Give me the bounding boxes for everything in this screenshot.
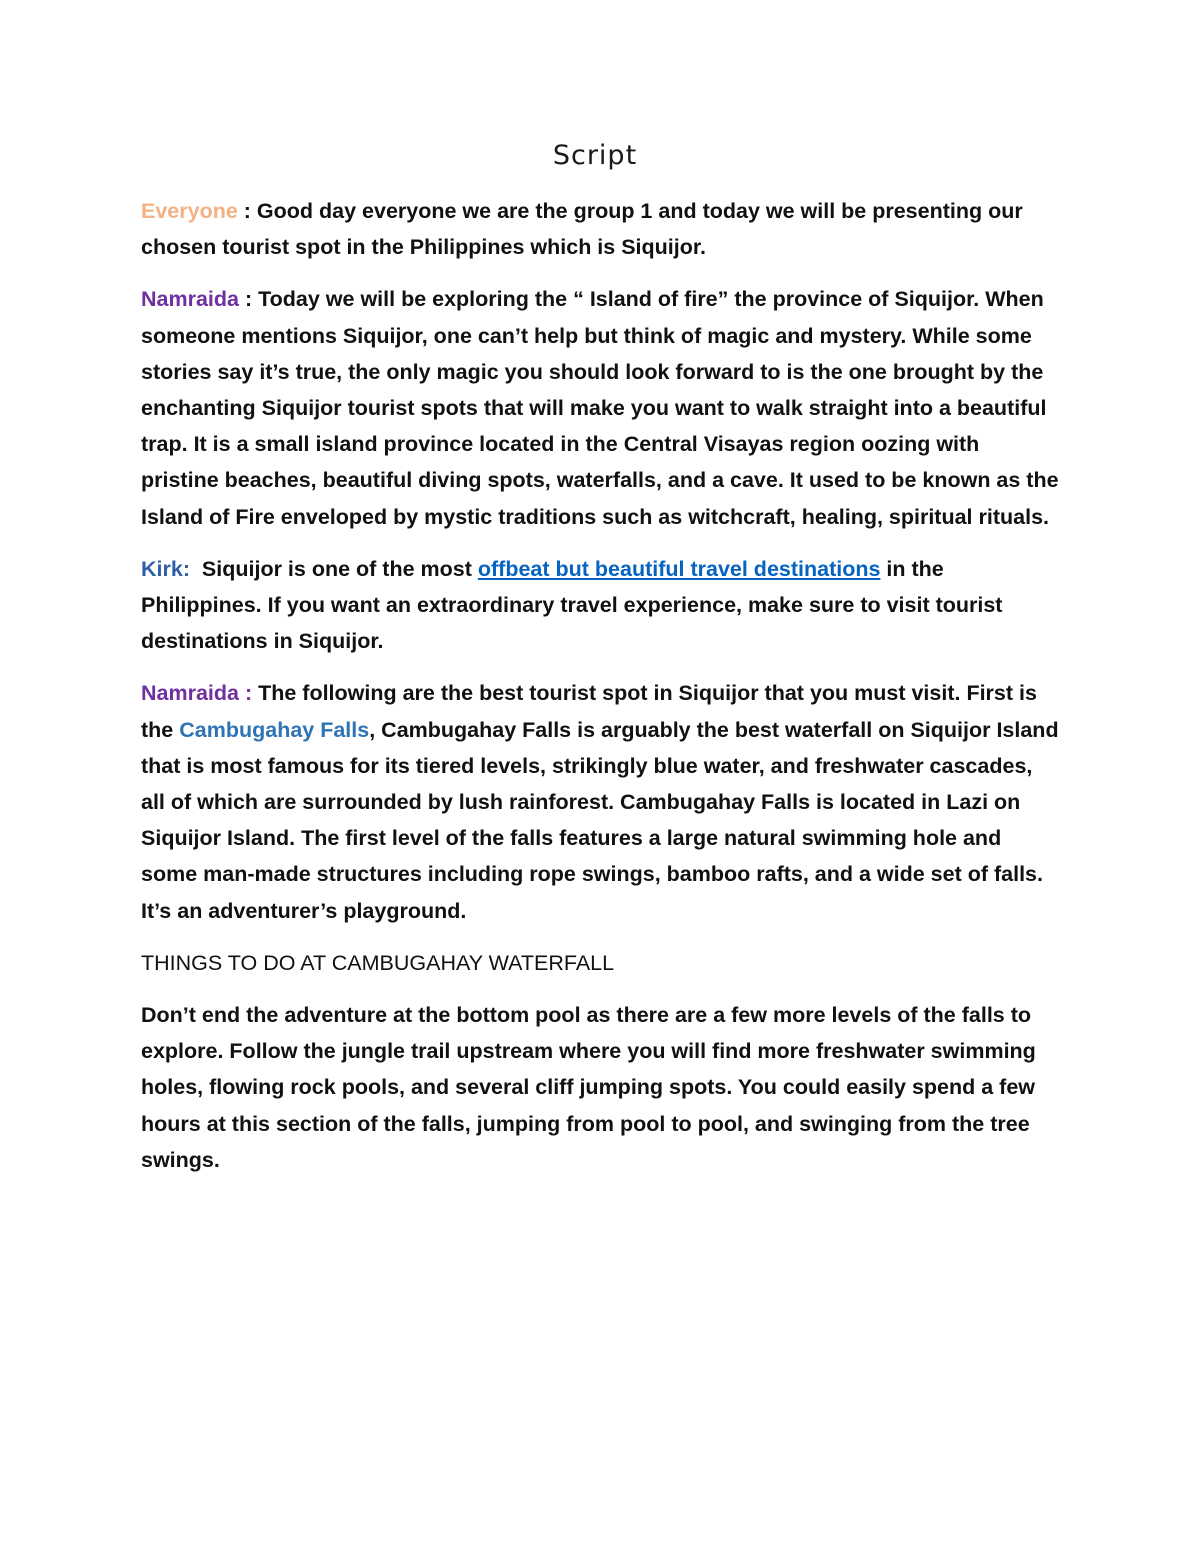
paragraph-text: in the Philippines. If you want an extraordinary travel experience, make sure to visit tourist destinations in Siquijor.: [141, 556, 1003, 654]
speaker-everyone: Everyone: [141, 199, 238, 223]
travel-destinations-link[interactable]: offbeat but beautiful travel destinations: [477, 556, 881, 581]
paragraph-namraida-falls: [141, 675, 1061, 928]
paragraph-text: Today we will be exploring the “ Island of fire” the province of Siquijor. When someone mentions Siquijor, one can’t help but think of magic and mystery. While some stories say it’s true, the only magic you should look forward to is the one brought by the enchanting Siquijor tourist spots that will make you want to walk straight into a beautiful trap. It is a small island province located in the Central Visayas region oozing with pristine beaches, beautiful diving spots, waterfalls, and a cave. It used to be known as the Island of Fire enveloped by mystic traditions such as witchcraft, healing, spiritual rituals.: [141, 287, 1059, 529]
speaker-kirk: Kirk:: [141, 556, 190, 581]
document-body: [141, 193, 1061, 1194]
paragraph-text: Siquijor is one of the most: [189, 556, 478, 581]
speaker-separator: :: [239, 287, 259, 312]
paragraph-kirk: [141, 551, 1061, 660]
paragraph-everyone: [141, 193, 1061, 265]
speaker-namraida: Namraida :: [141, 681, 253, 706]
paragraph-things-to-do: Don’t end the adventure at the bottom pool as there are a few more levels of the falls to explore. Follow the jungle trail upstream where you will find more freshwater swimming holes, flowing rock pools, and several cliff jumping spots. You could easily spend a few hours at this section of the falls, jumping from pool to pool, and swinging from the tree swings.: [141, 1003, 1036, 1172]
paragraph-text: Good day everyone we are the group 1 and today we will be presenting our chosen tourist spot in the Philippines which is Siquijor.: [141, 199, 1023, 260]
speaker-namraida: Namraida: [141, 287, 239, 312]
paragraph-namraida-intro: [141, 281, 1061, 534]
section-heading: THINGS TO DO AT CAMBUGAHAY WATERFALL: [141, 950, 615, 975]
paragraph-text: , Cambugahay Falls is arguably the best waterfall on Siquijor Island that is most famous for its tiered levels, strikingly blue water, and freshwater cascades, all of which are surrounded by lush rainforest. Cambugahay Falls is located in Lazi on Siquijor Island. The first level of the falls features a large natural swimming hole and some man-made structures including rope swings, bamboo rafts, and a wide set of falls. It’s an adventurer’s playground.: [141, 717, 1059, 923]
paragraph-text: The following are the best tourist spot in Siquijor that you must visit. First is the: [141, 681, 1037, 742]
page-title: Script: [552, 140, 638, 171]
speaker-separator: :: [237, 199, 257, 223]
cambugahay-falls-highlight: Cambugahay Falls: [179, 717, 370, 742]
